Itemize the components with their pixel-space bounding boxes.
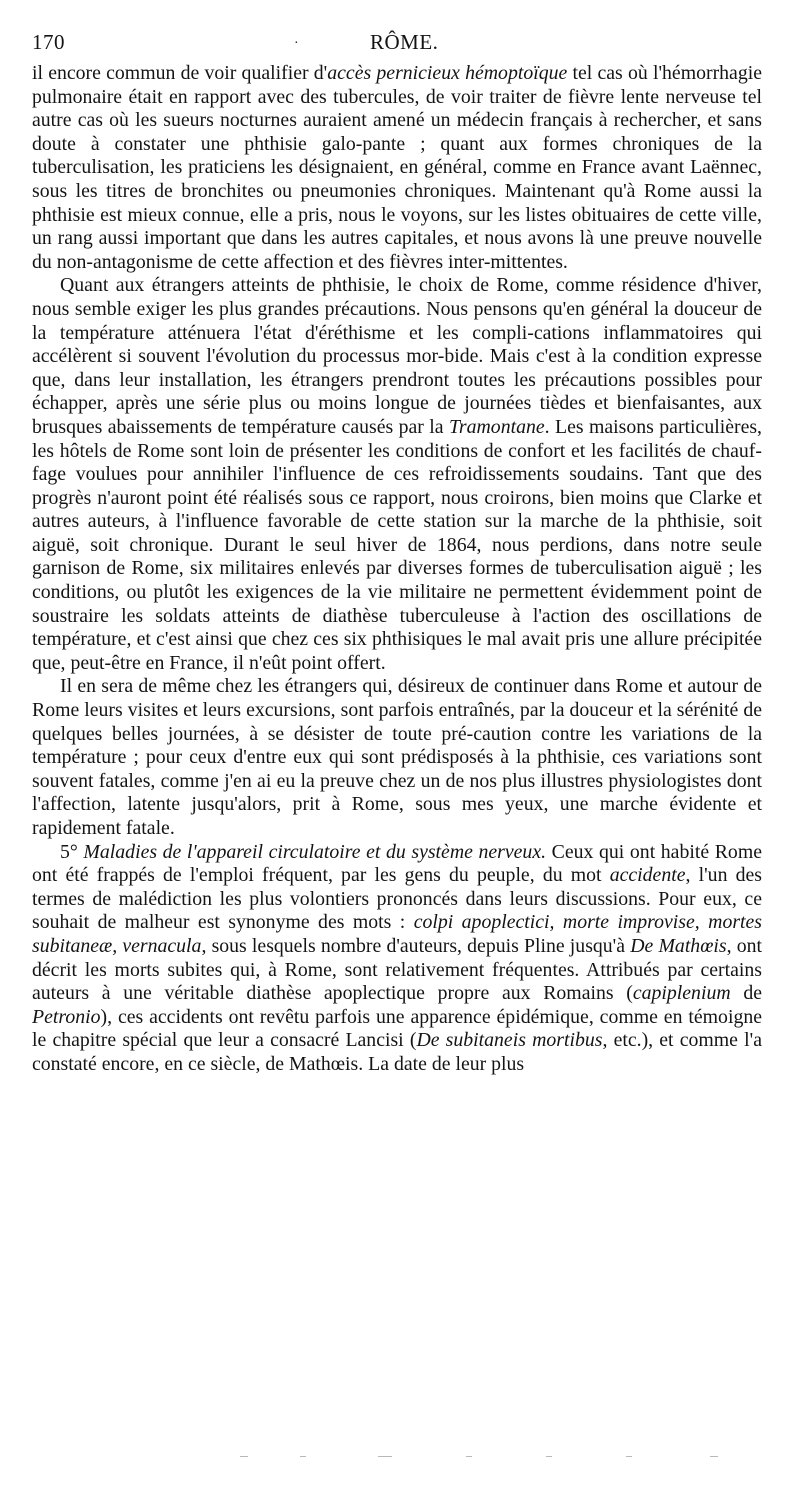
italic-text: colpi apoplectici, morte improvise, mortes subitaneæ, vernacula xyxy=(32,911,763,957)
paragraph xyxy=(32,675,762,840)
text-run: de xyxy=(730,982,762,1005)
page-number: 170 xyxy=(32,30,65,54)
running-title: RÔME. xyxy=(370,30,439,54)
text-run: Il en sera de même chez les étrangers qui, désireux de continuer dans Rome et autour de Rome leurs visites et leurs excursions, sont parfois entraînés, par la douceur et la sérénité de quelques belles journées, à se désister de toute pré-caution contre les variations de la température ; pour ceux d'entre eux qui sont prédisposés à la phthisie, ces variations sont souvent fatales, comme j'en ai eu la preuve chez un de nos plus illustres physiologistes dont l'affection, latente jusqu'alors, prit à Rome, sous mes yeux, une marche évidente et rapidement fatale. xyxy=(32,675,762,839)
body-text xyxy=(32,62,762,1077)
text-run: 5° xyxy=(60,840,84,863)
italic-text: Petronio xyxy=(32,1005,101,1028)
italic-text: Maladies de l'appareil circulatoire et du système nerveux. xyxy=(83,840,547,863)
italic-text: Tramontane xyxy=(449,415,545,438)
text-run: , sous lesquels nombre d'auteurs, depuis Pline jusqu'à xyxy=(201,934,631,957)
paragraph xyxy=(32,274,762,675)
paragraph xyxy=(32,62,762,274)
text-run: Quant aux étrangers atteints de phthisie, le choix de Rome, comme résidence d'hiver, nous semble exiger les plus grandes précautions. Nous pensons qu'en général la douceur de la température atténuera l'état d'éréthisme et les compli-cations inflammatoires qui accélèrent si souvent l'évolution du processus mor-bide. Mais c'est à la condition expresse que, dans leur installation, les étrangers prendront toutes les précautions possibles pour échapper, après une série plus ou moins longue de journées tièdes et bienfaisantes, aux brusques abaissements de température causés par la xyxy=(32,274,762,438)
text-run: tel cas où l'hémorrhagie pulmonaire était en rapport avec des tubercules, de voir traiter de fièvre lente nerveuse tel autre cas où les sueurs nocturnes auraient amené un médecin français à rechercher, et sans doute à constater une phthisie galo-pante ; quant aux formes chroniques de la tuberculisation, les praticiens les désignaient, en général, comme en France avant Laënnec, sous les titres de bronchites ou pneumonies chroniques. Maintenant qu'à Rome aussi la phthisie est mieux connue, elle a pris, nous le voyons, sur les listes obituaires de cette ville, un rang aussi important que dans les autres capitales, et nous avons là une preuve nouvelle du non-antagonisme de cette affection et des fièvres inter-mittentes. xyxy=(32,62,762,273)
italic-text: capiplenium xyxy=(632,982,731,1005)
italic-text: accès pernicieux hémoptoïque xyxy=(327,62,568,84)
italic-text: De Mathœis xyxy=(630,934,727,957)
text-run: , l'un des termes de malédiction les plus volontiers prononcés dans leurs discussions. Pour eux, ce souhait de malheur est synonyme des mots : xyxy=(32,864,763,934)
running-head xyxy=(32,30,760,56)
paragraph xyxy=(32,841,762,1077)
bottom-specks xyxy=(240,1452,760,1462)
italic-text: De subitaneis mortibus xyxy=(416,1029,603,1052)
text-run: il encore commun de voir qualifier d' xyxy=(32,62,328,84)
text-run: Ceux qui ont habité Rome ont été frappés de l'emploi fréquent, par les gens du peuple, du mot xyxy=(32,840,762,887)
italic-text: accidente xyxy=(609,864,686,887)
text-run: ), ces accidents ont revêtu parfois une apparence épidémique, comme en témoigne le chapitre spécial que leur a consacré Lancisi ( xyxy=(32,1005,762,1052)
text-run: , etc.), et comme l'a constaté encore, en ce siècle, de Mathœis. La date de leur plus xyxy=(32,1029,762,1075)
text-run: , ont décrit les morts subites qui, à Rome, sont relativement fréquentes. Attribués par certains auteurs à une véritable diathèse apoplectique propre aux Romains ( xyxy=(32,934,762,1005)
text-run: . Les maisons particulières, les hôtels de Rome sont loin de présenter les conditions de confort et les facilités de chauf-fage voulues pour annihiler l'influence de ces refroidissements soudains. Tant que des progrès n'auront point été réalisés sous ce rapport, nous croirons, bien moins que Clarke et autres auteurs, à l'influence favorable de cette station sur la marche de la phthisie, soit aiguë, soit chronique. Durant le seul hiver de 1864, nous perdions, dans notre seule garnison de Rome, six militaires enlevés par diverses formes de tuberculisation aiguë ; les conditions, ou plutôt les exigences de la vie militaire ne permettent évidemment point de soustraire les soldats atteints de diathèse tuberculeuse à l'action des oscillations de température, et c'est ainsi que chez ces six phthisiques le mal avait pris une allure précipitée que, peut-être en France, il n'eût point offert. xyxy=(32,415,762,674)
header-speck: · xyxy=(294,36,300,51)
